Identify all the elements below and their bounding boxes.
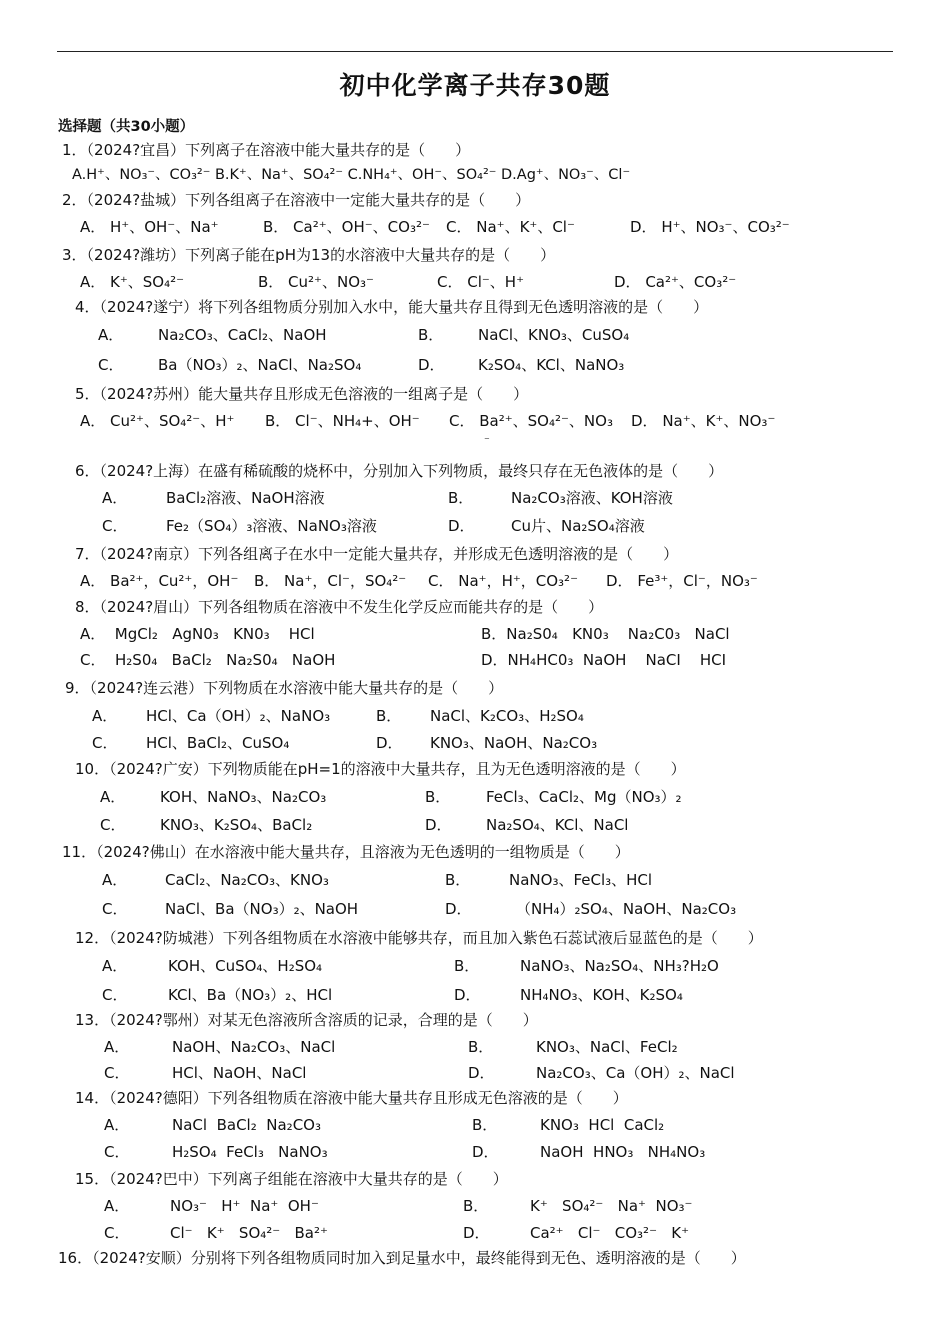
question-6-option-a: BaCl₂溶液、NaOH溶液 (166, 489, 325, 507)
question-4-option-a-label: A． (98, 326, 124, 344)
question-13-option-b-label: B． (468, 1038, 494, 1056)
question-11-option-d: （NH₄）₂SO₄、NaOH、Na₂CO₃ (516, 900, 737, 918)
question-8-option-c: C． H₂S0₄ BaCl₂ Na₂S0₄ NaOH (80, 651, 336, 669)
question-5-option-a: A． Cu²⁺、SO₄²⁻、H⁺ (80, 412, 235, 430)
question-15-option-a-label: A． (104, 1197, 130, 1215)
question-11-option-a-label: A． (102, 871, 128, 889)
question-3-stem: 3．（2024?潍坊）下列离子能在pH为13的水溶液中大量共存的是（ ） (62, 246, 556, 264)
question-2-option-d: D． H⁺、NO₃⁻、CO₃²⁻ (630, 218, 790, 236)
page-title: 初中化学离子共存30题 (339, 71, 611, 100)
question-15-option-b-label: B． (463, 1197, 489, 1215)
question-4-option-a: Na₂CO₃、CaCl₂、NaOH (158, 326, 327, 344)
question-2-option-b: B． Ca²⁺、OH⁻、CO₃²⁻ (263, 218, 430, 236)
question-11-option-c: NaCl、Ba（NO₃）₂、NaOH (165, 900, 359, 918)
question-14-option-a-label: A． (104, 1116, 130, 1134)
question-6-option-c: Fe₂（SO₄）₃溶液、NaNO₃溶液 (166, 517, 377, 535)
section-heading: 选择题（共30小题） (58, 119, 195, 135)
question-11-option-b: NaNO₃、FeCl₃、HCl (509, 871, 653, 889)
question-16-stem: 16．（2024?安顺）分别将下列各组物质同时加入到足量水中，最终能得到无色、透明溶液的是（ ） (58, 1249, 746, 1267)
header-rule (57, 51, 893, 52)
question-10-stem: 10．（2024?广安）下列物质能在pH=1的溶液中大量共存，且为无色透明溶液的是（ ） (75, 760, 686, 778)
question-15-stem: 15．（2024?巴中）下列离子组能在溶液中大量共存的是（ ） (75, 1170, 508, 1188)
question-6-option-a-label: A． (102, 489, 128, 507)
question-10-option-d-label: D． (425, 816, 452, 834)
question-13-option-c-label: C． (104, 1064, 130, 1082)
question-15-option-c: Cl⁻ K⁺ SO₄²⁻ Ba²⁺ (170, 1224, 328, 1242)
question-4-option-b-label: B． (418, 326, 444, 344)
question-14-option-d: NaOH HNO₃ NH₄NO₃ (540, 1143, 706, 1161)
question-9-option-b-label: B． (376, 707, 402, 725)
question-1-stem: 1．（2024?宜昌）下列离子在溶液中能大量共存的是（ ） (62, 141, 471, 159)
question-6-option-d: Cu片、Na₂SO₄溶液 (511, 517, 645, 535)
question-9-option-c: HCl、BaCl₂、CuSO₄ (146, 734, 290, 752)
question-4-stem: 4．（2024?遂宁）将下列各组物质分别加入水中，能大量共存且得到无色透明溶液的是（ ） (75, 298, 709, 316)
question-12-option-a-label: A． (102, 957, 128, 975)
question-2-option-c: C． Na⁺、K⁺、Cl⁻ (446, 218, 575, 236)
question-10-option-b-label: B． (425, 788, 451, 806)
question-8-option-d: D．NH₄HC0₃ NaOH NaCI HCI (481, 651, 727, 669)
question-9-option-d-label: D． (376, 734, 403, 752)
question-10-option-c: KNO₃、K₂SO₄、BaCl₂ (160, 816, 313, 834)
question-2-stem: 2．（2024?盐城）下列各组离子在溶液中一定能大量共存的是（ ） (62, 191, 531, 209)
question-6-option-d-label: D． (448, 517, 475, 535)
question-11-option-b-label: B． (445, 871, 471, 889)
question-4-option-b: NaCl、KNO₃、CuSO₄ (478, 326, 630, 344)
question-14-option-b-label: B． (472, 1116, 498, 1134)
question-11-option-d-label: D． (445, 900, 472, 918)
question-12-option-d: NH₄NO₃、KOH、K₂SO₄ (520, 986, 683, 1004)
question-13-option-a: NaOH、Na₂CO₃、NaCl (172, 1038, 336, 1056)
question-7-stem: 7．（2024?南京）下列各组离子在水中一定能大量共存，并形成无色透明溶液的是（ ） (75, 545, 679, 563)
question-7-option-c: C． Na⁺，H⁺，CO₃²⁻ (428, 572, 578, 590)
question-7-option-b: B． Na⁺，Cl⁻，SO₄²⁻ (254, 572, 407, 590)
question-9-option-c-label: C． (92, 734, 118, 752)
question-14-option-c-label: C． (104, 1143, 130, 1161)
question-5-option-d: D． Na⁺、K⁺、NO₃⁻ (631, 412, 776, 430)
question-12-option-b-label: B． (454, 957, 480, 975)
question-6-option-c-label: C． (102, 517, 128, 535)
question-13-option-d: Na₂CO₃、Ca（OH）₂、NaCl (536, 1064, 735, 1082)
question-6-option-b: Na₂CO₃溶液、KOH溶液 (511, 489, 673, 507)
question-13-option-d-label: D． (468, 1064, 495, 1082)
question-9-stem: 9．（2024?连云港）下列物质在水溶液中能大量共存的是（ ） (65, 679, 504, 697)
question-14-option-b: KNO₃ HCl CaCl₂ (540, 1116, 665, 1134)
question-3-option-c: C． Cl⁻、H⁺ (437, 273, 524, 291)
question-13-stem: 13．（2024?鄂州）对某无色溶液所含溶质的记录，合理的是（ ） (75, 1011, 538, 1029)
question-12-option-b: NaNO₃、Na₂SO₄、NH₃?H₂O (520, 957, 719, 975)
question-10-option-b: FeCl₃、CaCl₂、Mg（NO₃）₂ (486, 788, 682, 806)
question-2-option-a: A． H⁺、OH⁻、Na⁺ (80, 218, 219, 236)
question-7-option-a: A． Ba²⁺，Cu²⁺，OH⁻ (80, 572, 239, 590)
question-12-option-a: KOH、CuSO₄、H₂SO₄ (168, 957, 323, 975)
question-14-option-d-label: D． (472, 1143, 499, 1161)
question-11-stem: 11．（2024?佛山）在水溶液中能大量共存，且溶液为无色透明的一组物质是（ ） (62, 843, 630, 861)
question-7-option-d: D． Fe³⁺，Cl⁻，NO₃⁻ (606, 572, 758, 590)
question-12-stem: 12．（2024?防城港）下列各组物质在水溶液中能够共存，而且加入紫色石蕊试液后显蓝色的是（ ） (75, 929, 763, 947)
question-3-option-a: A． K⁺、SO₄²⁻ (80, 273, 185, 291)
question-9-option-d: KNO₃、NaOH、Na₂CO₃ (430, 734, 598, 752)
question-14-stem: 14．（2024?德阳）下列各组物质在溶液中能大量共存且形成无色溶液的是（ ） (75, 1089, 628, 1107)
question-6-stem: 6．（2024?上海）在盛有稀硫酸的烧杯中，分别加入下列物质，最终只存在无色液体的是（ ） (75, 462, 724, 480)
question-10-option-d: Na₂SO₄、KCl、NaCl (486, 816, 629, 834)
question-15-option-c-label: C． (104, 1224, 130, 1242)
question-15-option-a: NO₃⁻ H⁺ Na⁺ OH⁻ (170, 1197, 319, 1215)
question-4-option-c: Ba（NO₃）₂、NaCl、Na₂SO₄ (158, 356, 362, 374)
question-11-option-a: CaCl₂、Na₂CO₃、KNO₃ (165, 871, 329, 889)
question-10-option-a-label: A． (100, 788, 126, 806)
question-8-option-a: A． MgCl₂ AgN0₃ KN0₃ HCl (80, 625, 315, 643)
question-6-option-b-label: B． (448, 489, 474, 507)
question-3-option-d: D． Ca²⁺、CO₃²⁻ (614, 273, 737, 291)
question-11-option-c-label: C． (102, 900, 128, 918)
question-8-option-b: B．Na₂S0₄ KN0₃ Na₂C0₃ NaCl (481, 625, 730, 643)
question-14-option-a: NaCl BaCl₂ Na₂CO₃ (172, 1116, 321, 1134)
question-5-wrap-mark: ⁻ (484, 434, 490, 447)
question-13-option-b: KNO₃、NaCl、FeCl₂ (536, 1038, 678, 1056)
question-5-option-c: C． Ba²⁺、SO₄²⁻、NO₃ (449, 412, 613, 430)
question-12-option-c-label: C． (102, 986, 128, 1004)
question-13-option-a-label: A． (104, 1038, 130, 1056)
question-9-option-a: HCl、Ca（OH）₂、NaNO₃ (146, 707, 331, 725)
question-4-option-d-label: D． (418, 356, 445, 374)
question-1-options: A.H⁺、NO₃⁻、CO₃²⁻ B.K⁺、Na⁺、SO₄²⁻ C.NH₄⁺、OH⁻、SO₄²⁻ D.Ag⁺、NO₃⁻、Cl⁻ (72, 167, 631, 183)
question-9-option-a-label: A． (92, 707, 118, 725)
question-4-option-d: K₂SO₄、KCl、NaNO₃ (478, 356, 625, 374)
question-15-option-d: Ca²⁺ Cl⁻ CO₃²⁻ K⁺ (530, 1224, 690, 1242)
question-10-option-c-label: C． (100, 816, 126, 834)
question-14-option-c: H₂SO₄ FeCl₃ NaNO₃ (172, 1143, 328, 1161)
question-3-option-b: B． Cu²⁺、NO₃⁻ (258, 273, 374, 291)
question-13-option-c: HCl、NaOH、NaCl (172, 1064, 307, 1082)
question-15-option-b: K⁺ SO₄²⁻ Na⁺ NO₃⁻ (530, 1197, 693, 1215)
question-8-stem: 8．（2024?眉山）下列各组物质在溶液中不发生化学反应而能共存的是（ ） (75, 598, 604, 616)
question-5-option-b: B． Cl⁻、NH₄+、OH⁻ (265, 412, 420, 430)
question-12-option-d-label: D． (454, 986, 481, 1004)
question-4-option-c-label: C． (98, 356, 124, 374)
question-5-stem: 5．（2024?苏州）能大量共存且形成无色溶液的一组离子是（ ） (75, 385, 529, 403)
question-9-option-b: NaCl、K₂CO₃、H₂SO₄ (430, 707, 584, 725)
question-10-option-a: KOH、NaNO₃、Na₂CO₃ (160, 788, 327, 806)
question-15-option-d-label: D． (463, 1224, 490, 1242)
question-12-option-c: KCl、Ba（NO₃）₂、HCl (168, 986, 333, 1004)
